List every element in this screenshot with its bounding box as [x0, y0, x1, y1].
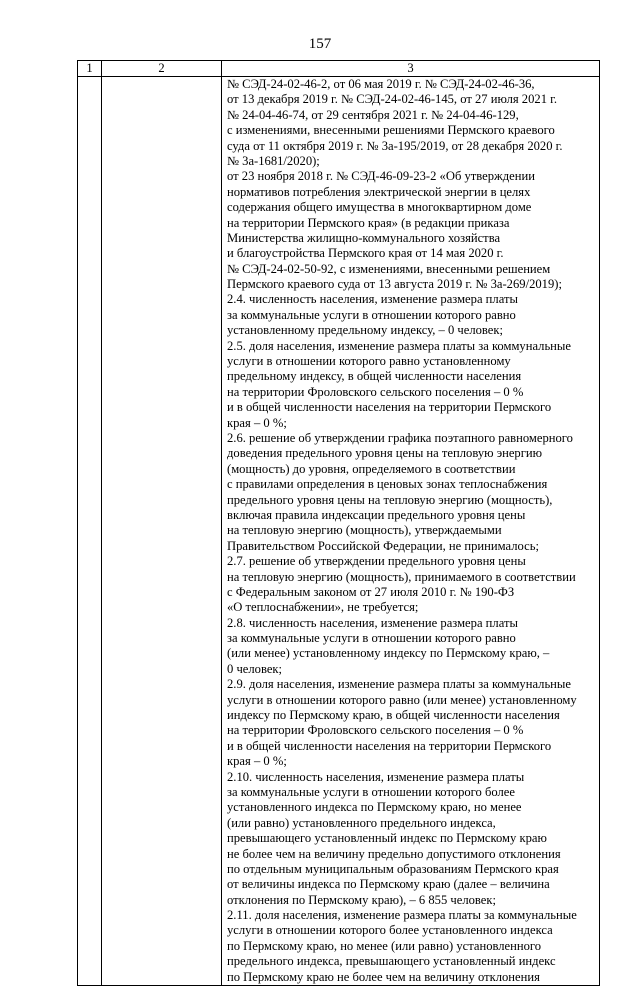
text-line: 2.8. численность населения, изменение размера платы: [227, 615, 518, 630]
table-body-row: [78, 77, 600, 986]
text-line: 2.4. численность населения, изменение размера платы: [227, 292, 518, 307]
text-line: с изменениями, внесенными решениями Пермского краевого: [227, 123, 555, 138]
text-line: отклонения по Пермскому краю), – 6 855 человек;: [227, 892, 496, 907]
text-line: предельного индекса, превышающего установленный индекс: [227, 954, 556, 969]
text-line: 2.5. доля населения, изменение размера платы за коммунальные: [227, 338, 571, 353]
document-table: [77, 60, 600, 986]
text-line: с Федеральным законом от 27 июля 2010 г. № 190-ФЗ: [227, 584, 515, 599]
text-line: предельному индексу, в общей численности населения: [227, 369, 522, 384]
text-line: (или менее) установленному индексу по Пермскому краю, –: [227, 646, 550, 661]
text-line: края – 0 %;: [227, 415, 287, 430]
text-line: по отдельным муниципальным образованиям Пермского края: [227, 861, 559, 876]
text-line: № СЭД-24-02-46-2, от 06 мая 2019 г. № СЭД-24-02-46-36,: [227, 77, 535, 91]
text-line: на территории Фроловского сельского поселения – 0 %: [227, 384, 524, 399]
text-line: услуги в отношении которого равно (или менее) установленному: [227, 692, 577, 707]
text-line: Правительством Российской Федерации, не принималось;: [227, 538, 539, 553]
text-line: за коммунальные услуги в отношении которого равно: [227, 307, 516, 322]
text-line: и благоустройства Пермского края от 14 мая 2020 г.: [227, 246, 504, 261]
text-line: № СЭД-24-02-50-92, с изменениями, внесенными решением: [227, 261, 551, 276]
text-line: (мощность) до уровня, определяемого в соответствии: [227, 461, 516, 476]
text-line: установленному предельному индексу, – 0 человек;: [227, 323, 503, 338]
text-line: по Пермскому краю не более чем на величину отклонения: [227, 969, 540, 984]
text-line: услуги в отношении которого равно установленному: [227, 354, 511, 369]
text-line: края – 0 %;: [227, 754, 287, 769]
text-line: суда от 11 октября 2019 г. № 3а-195/2019, от 28 декабря 2020 г.: [227, 138, 563, 153]
text-line: 2.7. решение об утверждении предельного уровня цены: [227, 554, 526, 569]
text-line: 0 человек;: [227, 661, 283, 676]
column-1-cell: [78, 77, 102, 986]
column-header-3: 3: [222, 61, 600, 77]
column-3-cell: [222, 77, 600, 986]
text-line: на тепловую энергию (мощность), принимаемого в соответствии: [227, 569, 576, 584]
text-line: «О теплоснабжении», не требуется;: [227, 600, 419, 615]
text-line: с правилами определения в ценовых зонах теплоснабжения: [227, 477, 548, 492]
text-line: услуги в отношении которого более установленного индекса: [227, 923, 553, 938]
text-line: на территории Пермского края» (в редакции приказа: [227, 215, 510, 230]
text-line: 2.9. доля населения, изменение размера платы за коммунальные: [227, 677, 571, 692]
text-line: содержания общего имущества в многоквартирном доме: [227, 200, 532, 215]
text-line: не более чем на величину предельно допустимого отклонения: [227, 846, 561, 861]
column-2-cell: [102, 77, 222, 986]
text-line: и в общей численности населения на территории Пермского: [227, 738, 552, 753]
text-line: превышающего установленный индекс по Пермскому краю: [227, 831, 547, 846]
text-line: Пермского краевого суда от 13 августа 2019 г. № 3а-269/2019);: [227, 277, 562, 292]
text-line: № 3а-1681/2020);: [227, 153, 320, 168]
page-number: 157: [308, 36, 332, 52]
text-line: 2.10. численность населения, изменение размера платы: [227, 769, 525, 784]
text-line: индексу по Пермскому краю, в общей численности населения: [227, 708, 560, 723]
text-line: (или равно) установленного предельного индекса,: [227, 815, 496, 830]
text-line: доведения предельного уровня цены на тепловую энергию: [227, 446, 543, 461]
text-line: 2.11. доля населения, изменение размера платы за коммунальные: [227, 908, 577, 923]
text-line: за коммунальные услуги в отношении которого более: [227, 784, 515, 799]
column-header-1: 1: [78, 61, 102, 77]
text-line: за коммунальные услуги в отношении которого равно: [227, 631, 516, 646]
text-line: предельного уровня цены на тепловую энергию (мощность),: [227, 492, 553, 507]
document-text: [222, 77, 599, 985]
text-line: включая правила индексации предельного уровня цены: [227, 507, 526, 522]
text-line: нормативов потребления электрической энергии в целях: [227, 184, 531, 199]
text-line: Министерства жилищно-коммунального хозяйства: [227, 230, 501, 245]
text-line: от 23 ноября 2018 г. № СЭД-46-09-23-2 «Об утверждении: [227, 169, 535, 184]
text-line: на тепловую энергию (мощность), утверждаемыми: [227, 523, 502, 538]
text-line: № 24-04-46-74, от 29 сентября 2021 г. № 24-04-46-129,: [227, 107, 519, 122]
text-line: от величины индекса по Пермскому краю (далее – величина: [227, 877, 550, 892]
text-line: от 13 декабря 2019 г. № СЭД-24-02-46-145, от 27 июля 2021 г.: [227, 92, 558, 107]
text-line: установленного индекса по Пермскому краю, но менее: [227, 800, 522, 815]
table-header-row: [78, 61, 600, 77]
text-line: и в общей численности населения на территории Пермского: [227, 400, 552, 415]
text-line: по Пермскому краю, но менее (или равно) установленного: [227, 938, 542, 953]
column-header-2: 2: [102, 61, 222, 77]
text-line: на территории Фроловского сельского поселения – 0 %: [227, 723, 524, 738]
text-line: 2.6. решение об утверждении графика поэтапного равномерного: [227, 430, 573, 445]
